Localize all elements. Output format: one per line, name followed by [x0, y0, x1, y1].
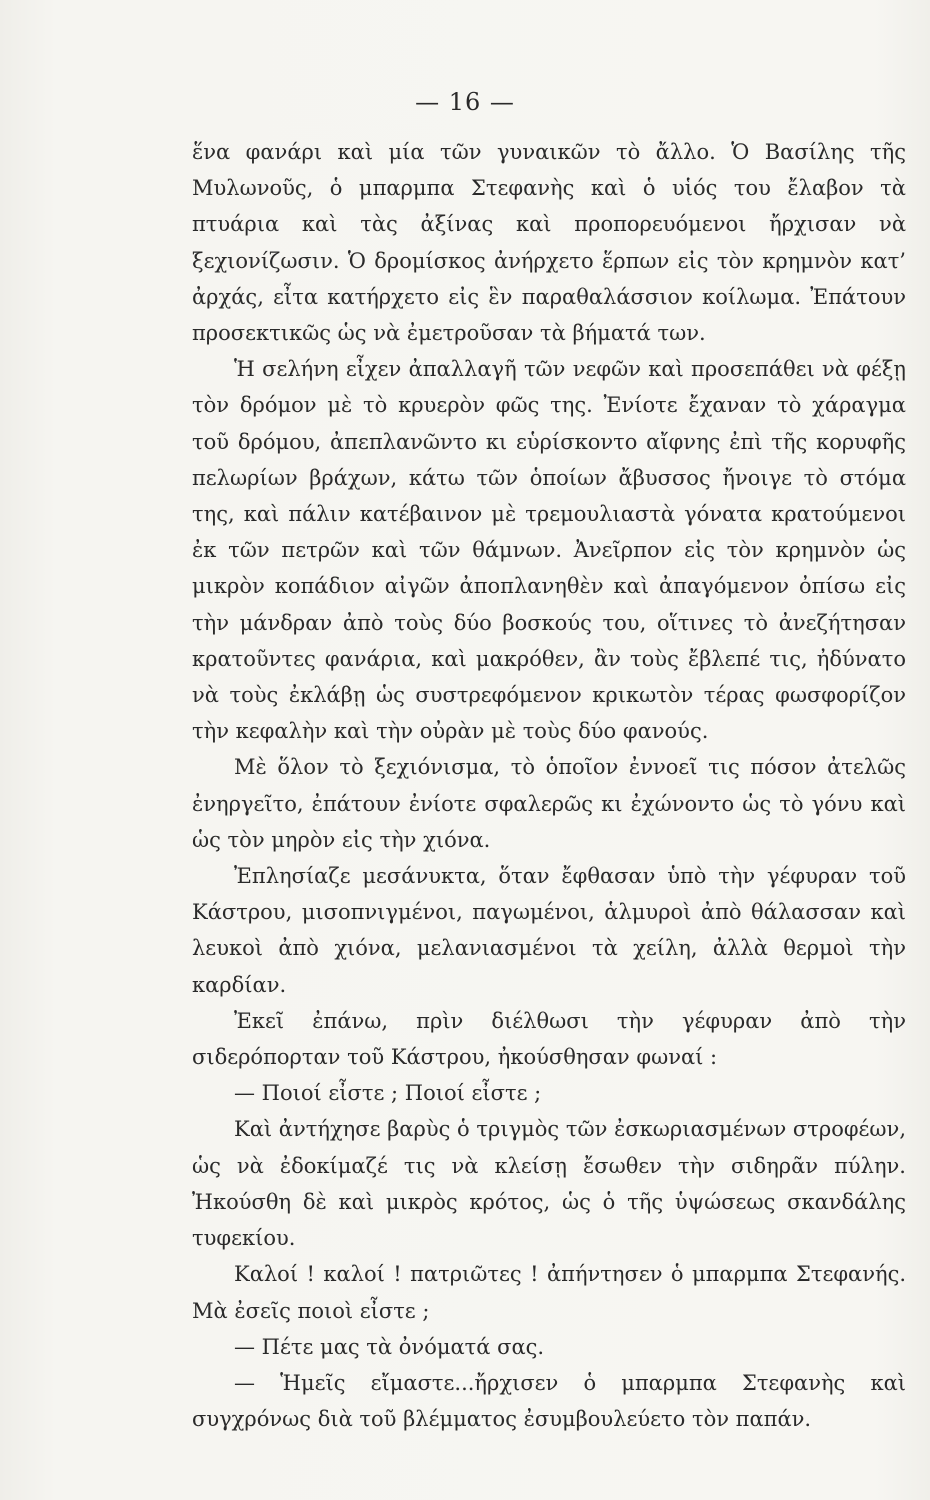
paragraph: Ἐπλησίαζε μεσάνυκτα, ὅταν ἔφθασαν ὑπὸ τὴν γέφυραν τοῦ Κάστρου, μισοπνιγμένοι, παγωμένοι, ἁλμυροὶ ἀπὸ θάλασσαν καὶ λευκοὶ ἀπὸ χιόνα, μελανιασμένοι τὰ χείλη, ἀλλὰ θερμοὶ τὴν καρδίαν.: [192, 864, 906, 997]
paragraph: Καὶ ἀντήχησε βαρὺς ὁ τριγμὸς τῶν ἐσκωριασμένων στροφέων, ὡς νὰ ἐδοκίμαζέ τις νὰ κλείσῃ ἔσωθεν τὴν σιδηρᾶν πύλην. Ἠκούσθη δὲ καὶ μικρὸς κρότος, ὡς ὁ τῆς ὑψώσεως σκανδάλης τυφεκίου.: [192, 1117, 906, 1251]
body-text: [192, 134, 906, 1437]
paragraph: Καλοί ! καλοί ! πατριῶτες ! ἀπήντησεν ὁ μπαρμπα Στεφανής. Μὰ ἐσεῖς ποιοὶ εἶστε ;: [192, 1262, 906, 1323]
paragraph: Ἡ σελήνη εἶχεν ἀπαλλαγῆ τῶν νεφῶν καὶ προσεπάθει νὰ φέξῃ τὸν δρόμον μὲ τὸ κρυερὸν φῶς της. Ἐνίοτε ἔχαναν τὸ χάραγμα τοῦ δρόμου, ἀπεπλανῶντο κι εὑρίσκοντο αἴφνης ἐπὶ τῆς κορυφῆς πελωρίων βράχων, κάτω τῶν ὁποίων ἄβυσσος ἤνοιγε τὸ στόμα της, καὶ πάλιν κατέβαινον μὲ τρεμουλιαστὰ γόνατα κρατούμενοι ἐκ τῶν πετρῶν καὶ τῶν θάμνων. Ἀνεῖρπον εἰς τὸν κρημνὸν ὡς μικρὸν κοπάδιον αἰγῶν ἀποπλανηθὲν καὶ ἀπαγόμενον ὀπίσω εἰς τὴν μάνδραν ἀπὸ τοὺς δύο βοσκούς του, οἵτινες τὸ ἀνεζήτησαν κρατοῦντες φανάρια, καὶ μακρόθεν, ἂν τοὺς ἔβλεπέ τις, ἠδύνατο νὰ τοὺς ἐκλάβῃ ὡς συστρεφόμενον κρικωτὸν τέρας φωσφορίζον τὴν κεφαλὴν καὶ τὴν οὐρὰν μὲ τοὺς δύο φανούς.: [192, 357, 906, 744]
dialogue-line: — Πέτε μας τὰ ὀνόματά σας.: [234, 1334, 545, 1359]
paragraph: Ἐκεῖ ἐπάνω, πρὶν διέλθωσι τὴν γέφυραν ἀπὸ τὴν σιδερόπορταν τοῦ Κάστρου, ἠκούσθησαν φωναί :: [192, 1008, 906, 1070]
page-number: — 16 —: [415, 88, 515, 116]
paragraph: ἕνα φανάρι καὶ μία τῶν γυναικῶν τὸ ἄλλο. Ὁ Βασίλης τῆς Μυλωνοῦς, ὁ μπαρμπα Στεφανὴς καὶ ὁ υἱός του ἔλαβον τὰ πτυάρια καὶ τὰς ἀξίνας καὶ προπορευόμενοι ἤρχισαν νὰ ξεχιονίζωσιν. Ὁ δρομίσκος ἀνήρχετο ἕρπων εἰς τὸν κρημνὸν κατ’ ἀρχάς, εἶτα κατήρχετο εἰς ἓν παραθαλάσσιον κοίλωμα. Ἐπάτουν προσεκτικῶς ὡς νὰ ἐμετροῦσαν τὰ βήματά των.: [192, 140, 906, 346]
dialogue-line: — Ποιοί εἶστε ; Ποιοί εἶστε ;: [234, 1081, 542, 1106]
dialogue-line: — Ἡμεῖς εἴμαστε...ἤρχισεν ὁ μπαρμπα Στεφανὴς καὶ συγχρόνως διὰ τοῦ βλέμματος ἐσυμβουλεύετο τὸν παπάν.: [192, 1370, 906, 1432]
paragraph: Μὲ ὅλον τὸ ξεχιόνισμα, τὸ ὁποῖον ἐννοεῖ τις πόσον ἀτελῶς ἐνηργεῖτο, ἐπάτουν ἐνίοτε σφαλερῶς κι ἐχώνοντο ὡς τὸ γόνυ καὶ ὡς τὸν μηρὸν εἰς τὴν χιόνα.: [192, 755, 906, 852]
